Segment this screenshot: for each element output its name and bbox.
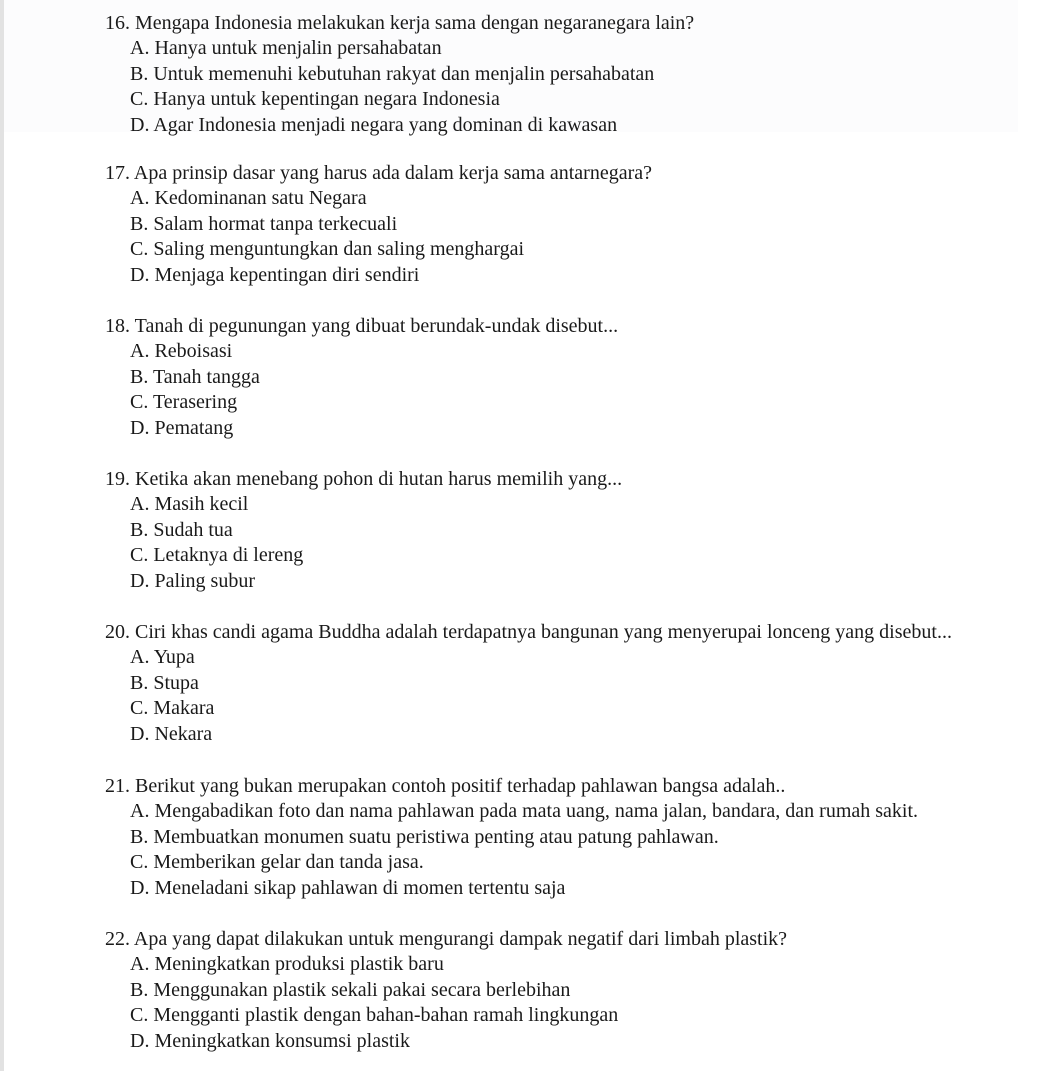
question-text: 17. Apa prinsip dasar yang harus ada dalam kerja sama antarnegara? [105, 162, 652, 184]
answer-option-c: C. Letaknya di lereng [130, 544, 304, 566]
question-text: 21. Berikut yang bukan merupakan contoh positif terhadap pahlawan bangsa adalah.. [105, 775, 786, 797]
answer-option-d: D. Pematang [130, 416, 234, 439]
question-19 [105, 466, 1045, 594]
question-text: 16. Mengapa Indonesia melakukan kerja sama dengan negaranegara lain? [105, 12, 695, 34]
answer-option-d: D. Nekara [130, 722, 213, 745]
page-edge [0, 0, 4, 1071]
question-20 [105, 619, 1045, 747]
question-text: 22. Apa yang dapat dilakukan untuk mengurangi dampak negatif dari limbah plastik? [105, 928, 788, 950]
answer-option-c: C. Hanya untuk kepentingan negara Indonesia [130, 88, 500, 110]
answer-option-c: C. Makara [130, 697, 215, 719]
answer-option-b: B. Membuatkan monumen suatu peristiwa penting atau patung pahlawan. [130, 825, 719, 848]
answer-option-a: A. Reboisasi [130, 340, 233, 362]
answer-option-a: A. Masih kecil [130, 493, 249, 515]
answer-option-d: D. Paling subur [130, 569, 255, 592]
answer-option-d: D. Meningkatkan konsumsi plastik [130, 1029, 410, 1052]
question-17 [105, 160, 1045, 288]
answer-option-c: C. Mengganti plastik dengan bahan-bahan ramah lingkungan [130, 1004, 619, 1026]
answer-option-b: B. Sudah tua [130, 518, 233, 541]
answer-option-b: B. Menggunakan plastik sekali pakai secara berlebihan [130, 978, 571, 1001]
answer-option-b: B. Untuk memenuhi kebutuhan rakyat dan menjalin persahabatan [130, 62, 655, 85]
question-text: 18. Tanah di pegunungan yang dibuat berundak-undak disebut... [105, 315, 619, 337]
answer-option-a: A. Yupa [130, 646, 195, 668]
question-16 [105, 10, 1045, 138]
question-22 [105, 926, 1045, 1054]
answer-option-c: C. Saling menguntungkan dan saling menghargai [130, 238, 525, 260]
answer-option-a: A. Kedominanan satu Negara [130, 187, 367, 209]
answer-option-a: A. Mengabadikan foto dan nama pahlawan pada mata uang, nama jalan, bandara, dan rumah sakit. [130, 800, 919, 822]
answer-option-a: A. Hanya untuk menjalin persahabatan [130, 37, 442, 59]
answer-option-c: C. Memberikan gelar dan tanda jasa. [130, 851, 424, 873]
answer-option-b: B. Stupa [130, 671, 199, 694]
answer-option-a: A. Meningkatkan produksi plastik baru [130, 953, 444, 975]
question-21 [105, 773, 1045, 901]
answer-option-b: B. Tanah tangga [130, 365, 260, 388]
answer-option-c: C. Terasering [130, 391, 238, 413]
answer-option-d: D. Meneladani sikap pahlawan di momen tertentu saja [130, 876, 566, 899]
answer-option-d: D. Agar Indonesia menjadi negara yang dominan di kawasan [130, 113, 618, 136]
answer-option-b: B. Salam hormat tanpa terkecuali [130, 212, 398, 235]
question-text: 20. Ciri khas candi agama Buddha adalah terdapatnya bangunan yang menyerupai lonceng yang disebut... [105, 621, 952, 643]
question-18 [105, 313, 1045, 441]
answer-option-d: D. Menjaga kepentingan diri sendiri [130, 263, 420, 286]
question-text: 19. Ketika akan menebang pohon di hutan harus memilih yang... [105, 468, 623, 490]
